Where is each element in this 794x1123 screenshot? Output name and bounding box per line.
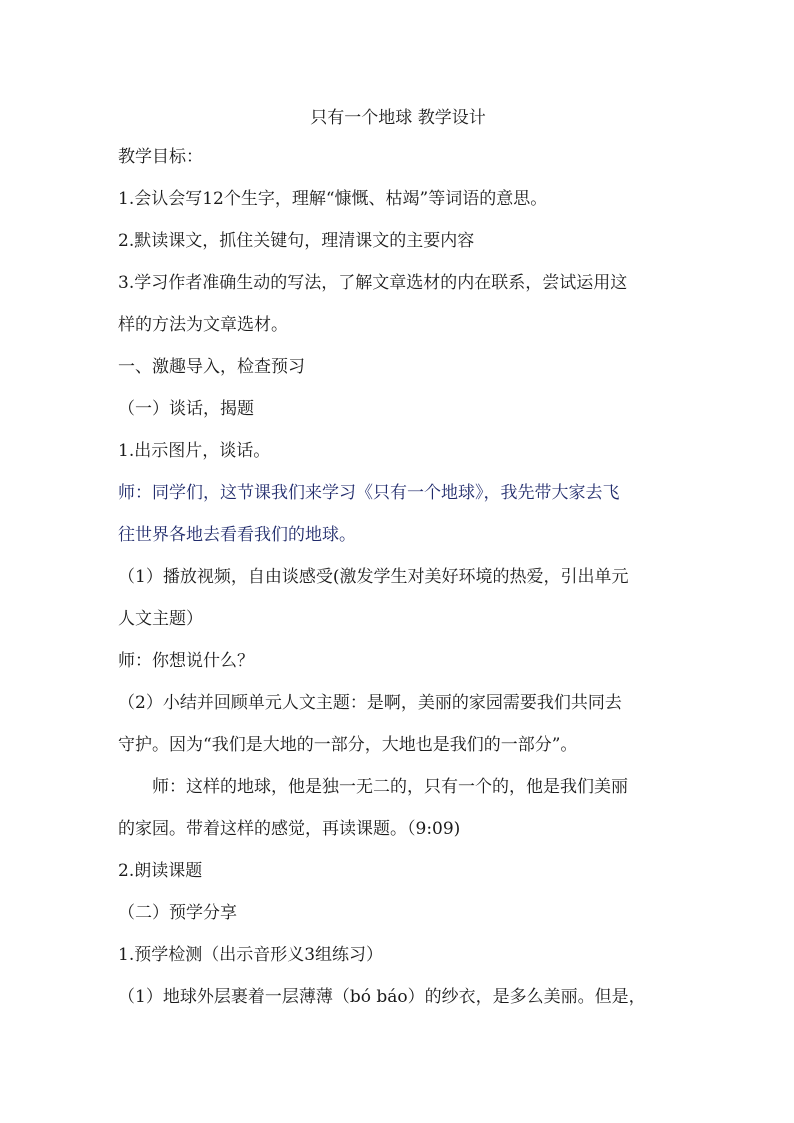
subsection-heading-1: （一）谈话，揭题 bbox=[118, 399, 254, 419]
step-2: 2.朗读课题 bbox=[118, 861, 203, 881]
preview-check: 1.预学检测（出示音形义3组练习） bbox=[118, 945, 384, 965]
teacher-speech-2-continued: 的家园。带着这样的感觉，再读课题。（9:09) bbox=[118, 819, 461, 839]
exercise-1: （1）地球外层裹着一层薄薄（bó báo）的纱衣，是多么美丽。但是， bbox=[118, 987, 646, 1007]
teacher-speech-2: 师：这样的地球，他是独一无二的，只有一个的，他是我们美丽 bbox=[152, 777, 628, 797]
teacher-question: 师：你想说什么？ bbox=[118, 651, 254, 671]
objective-1: 1.会认会写12个生字，理解“慷慨、枯竭”等词语的意思。 bbox=[118, 189, 548, 209]
section-heading-1: 一、激趣导入，检查预习 bbox=[118, 357, 305, 377]
teacher-speech-1-continued: 往世界各地去看看我们的地球。 bbox=[118, 525, 356, 545]
objective-2: 2.默读课文，抓住关键句，理清课文的主要内容 bbox=[118, 231, 475, 251]
objective-3: 3.学习作者准确生动的写法，了解文章选材的内在联系，尝试运用这 bbox=[118, 273, 628, 293]
subsection-heading-2: （二）预学分享 bbox=[118, 903, 237, 923]
activity-1-continued: 人文主题） bbox=[118, 609, 203, 629]
document-page bbox=[118, 100, 678, 1018]
teacher-speech-1: 师：同学们，这节课我们来学习《只有一个地球》，我先带大家去飞 bbox=[118, 483, 620, 503]
document-title: 只有一个地球 教学设计 bbox=[310, 108, 486, 128]
activity-1: （1）播放视频，自由谈感受(激发学生对美好环境的热爱，引出单元 bbox=[118, 567, 629, 587]
objective-3-continued: 样的方法为文章选材。 bbox=[118, 315, 288, 335]
step-1: 1.出示图片，谈话。 bbox=[118, 441, 271, 461]
section-heading-objectives: 教学目标： bbox=[118, 147, 203, 167]
activity-2-continued: 守护。因为“我们是大地的一部分，大地也是我们的一部分”。 bbox=[118, 735, 578, 755]
activity-2: （2）小结并回顾单元人文主题：是啊，美丽的家园需要我们共同去 bbox=[118, 693, 622, 713]
